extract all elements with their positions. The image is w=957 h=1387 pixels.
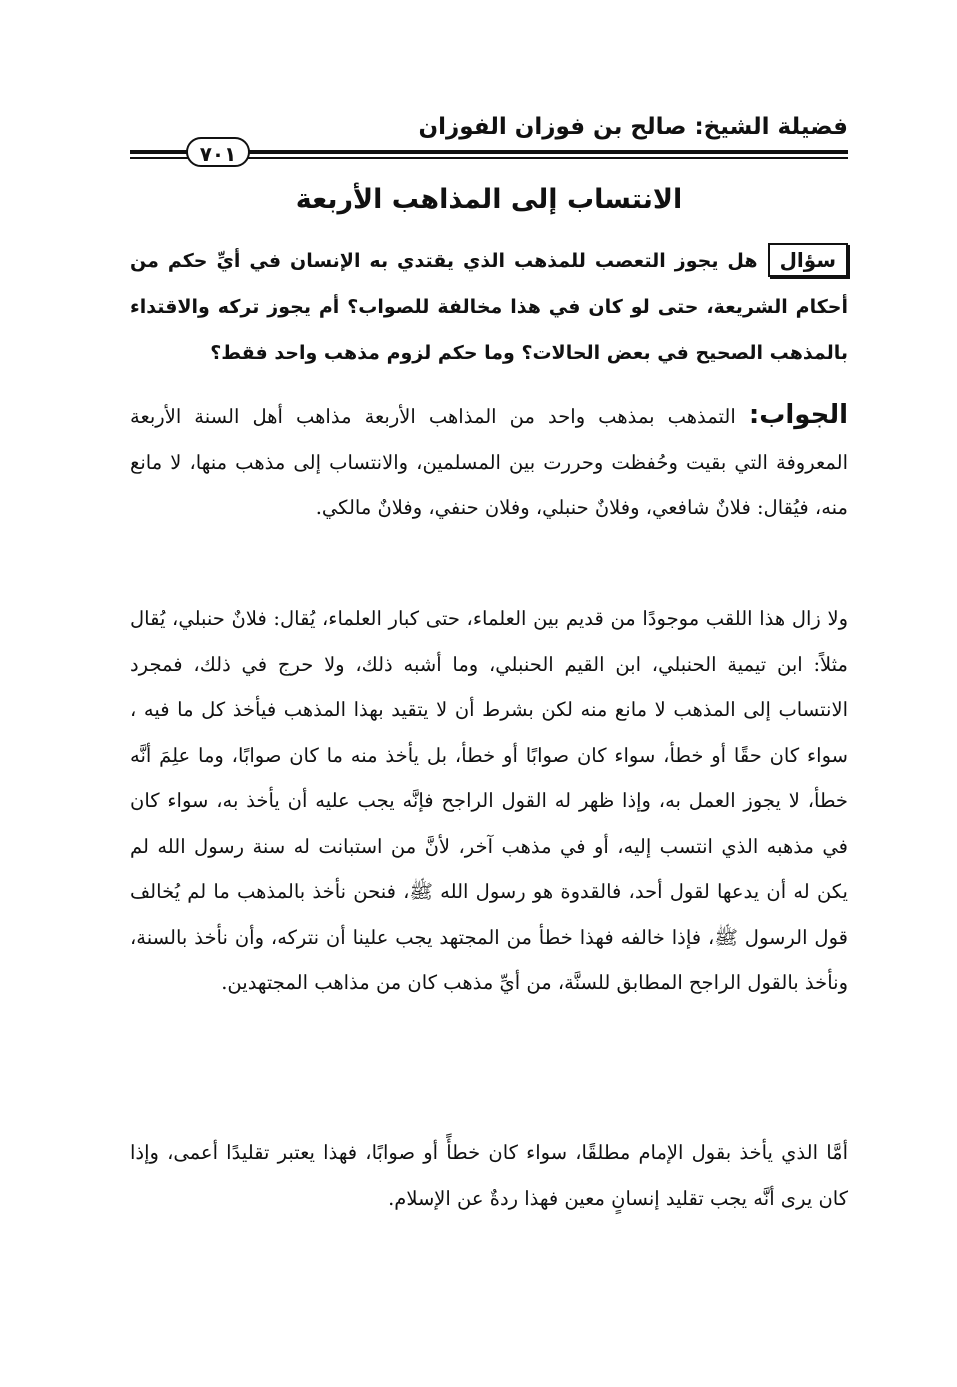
answer-label: الجواب: — [748, 400, 848, 430]
answer-paragraph-1 — [130, 393, 848, 531]
answer-paragraph-1-text: التمذهب بمذهب واحد من المذاهب الأربعة مذاهب أهل السنة الأربعة المعروفة التي بقيت وحُفظت وحررت بين المسلمين، والانتساب إلى مذهب منها، لا مانع منه، فيُقال: فلانٌ شافعي، وفلانٌ حنبلي، وفلان حنفي، وفلانٌ مالكي. — [130, 405, 848, 519]
answer-paragraph-2: ولا زال هذا اللقب موجودًا من قديم بين العلماء، حتى كبار العلماء، يُقال: فلانٌ حنبلي، يُقال مثلاً: ابن تيمية الحنبلي، ابن القيم الحنبلي، وما أشبه ذلك، ولا حرج في ذلك، فمجرد الانتساب إلى المذهب لا مانع منه لكن بشرط أن لا يتقيد بهذا المذهب فيأخذ كل ما فيه ، سواء كان حقًا أو خطأ، سواء كان صوابًا أو خطأ، بل يأخذ منه ما كان صوابًا، وما علِمَ أنَّه خطأ، لا يجوز العمل به، وإذا ظهر له القول الراجح فإنَّه يجب عليه أن يأخذ به، سواء كان في مذهبه الذي انتسب إليه، أو في مذهب آخر، لأنَّ من استبانت له سنة رسول الله لم يكن له أن يدعها لقول أحد، فالقدوة هو رسول الله ﷺ، فنحن نأخذ بالمذهب ما لم يُخالف قول الرسول ﷺ، فإذا خالفه فهذا خطأ من المجتهد يجب علينا أن نتركه، وأن نأخذ بالسنة، ونأخذ بالقول الراجح المطابق للسنَّة، من أيِّ مذهب كان من مذاهب المجتهدين. — [130, 607, 848, 994]
question-block — [130, 238, 848, 376]
header-title: فضيلة الشيخ: صالح بن فوزان الفوزان — [418, 114, 848, 140]
section-title: الانتساب إلى المذاهب الأربعة — [295, 184, 683, 215]
question-label: سؤال — [768, 243, 848, 277]
page-number: ٧٠١ — [186, 137, 250, 167]
page-header — [130, 108, 848, 166]
answer-paragraph-3: أمَّا الذي يأخذ بقول الإمام مطلقًا، سواء كان خطأً أو صوابًا، فهذا يعتبر تقليدًا أعمى، وإذا كان يرى أنَّه يجب تقليد إنسانٍ معين فهذا ردةٌ عن الإسلام. — [130, 1141, 848, 1210]
question-text: هل يجوز التعصب للمذهب الذي يقتدي به الإنسان في أيِّ حكم من أحكام الشريعة، حتى لو كان في هذا مخالفة للصواب؟ أم يجوز تركه والاقتداء بالمذهب الصحيح في بعض الحالات؟ وما حكم لزوم مذهب واحد فقط؟ — [130, 250, 848, 364]
